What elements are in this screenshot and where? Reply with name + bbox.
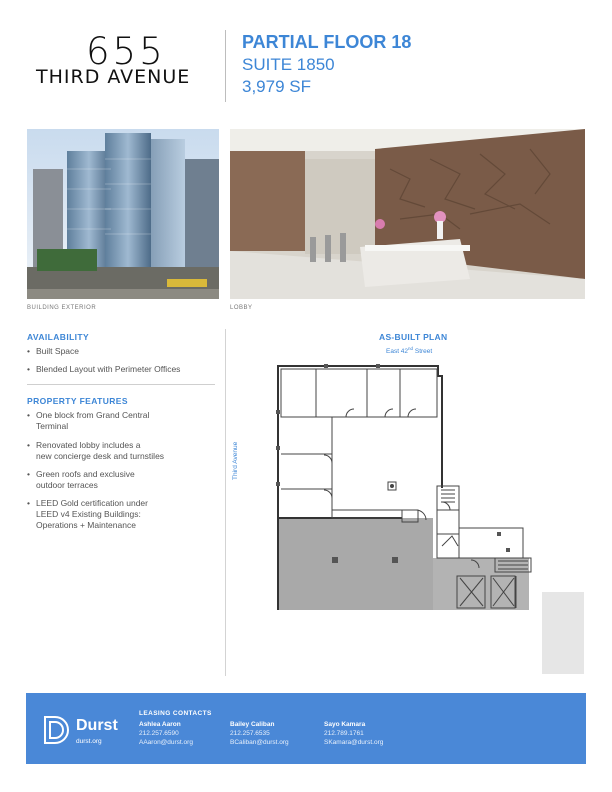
- availability-item: • Blended Layout with Perimeter Offices: [27, 364, 181, 374]
- column-divider: [225, 329, 226, 676]
- contact-phone[interactable]: 212.257.6590: [139, 730, 179, 737]
- plan-title: AS-BUILT PLAN: [379, 332, 448, 342]
- contact-phone[interactable]: 212.789.1761: [324, 730, 364, 737]
- brand-name: Durst: [76, 717, 118, 734]
- leasing-contacts-heading: LEASING CONTACTS: [139, 710, 212, 717]
- contact-email[interactable]: BCaliban@durst.org: [230, 739, 289, 746]
- availability-heading: AVAILABILITY: [27, 332, 90, 342]
- lobby-photo: [230, 129, 585, 299]
- contact-name: Sayo Kamara: [324, 721, 366, 728]
- floor-title: PARTIAL FLOOR 18: [242, 32, 412, 52]
- contact-name: Ashlea Aaron: [139, 721, 181, 728]
- section-divider: [27, 384, 215, 385]
- feature-item: • LEED Gold certification under LEED v4 Existing Buildings: Operations + Maintenance: [27, 498, 148, 530]
- durst-logo-icon: [42, 715, 72, 745]
- building-exterior-photo: [27, 129, 219, 299]
- contact-name: Bailey Caliban: [230, 721, 275, 728]
- contact-phone[interactable]: 212.257.6535: [230, 730, 270, 737]
- street-label: East 42nd Street: [386, 346, 433, 356]
- floor-plan: [272, 362, 584, 680]
- feature-item: • One block from Grand Central Terminal: [27, 410, 150, 431]
- contact-card: [230, 721, 289, 747]
- suite-number: SUITE 1850: [242, 55, 335, 74]
- feature-item: • Renovated lobby includes a new concierge desk and turnstiles: [27, 440, 165, 461]
- contact-card: [139, 721, 193, 747]
- building-number: 655: [86, 30, 166, 73]
- brand-website[interactable]: durst.org: [76, 738, 102, 745]
- availability-item: • Built Space: [27, 346, 79, 356]
- exterior-caption: BUILDING EXTERIOR: [27, 305, 97, 311]
- header-divider: [225, 30, 226, 102]
- avenue-label: Third Avenue: [232, 441, 239, 480]
- contact-card: [324, 721, 383, 747]
- features-heading: PROPERTY FEATURES: [27, 396, 128, 406]
- building-street: THIRD AVENUE: [36, 66, 191, 88]
- contact-email[interactable]: SKamara@durst.org: [324, 739, 384, 746]
- lobby-caption: LOBBY: [230, 305, 253, 311]
- footer-bar: [26, 693, 586, 764]
- square-footage: 3,979 SF: [242, 77, 311, 96]
- contact-email[interactable]: AAaron@durst.org: [139, 739, 193, 746]
- feature-item: • Green roofs and exclusive outdoor terraces: [27, 469, 135, 490]
